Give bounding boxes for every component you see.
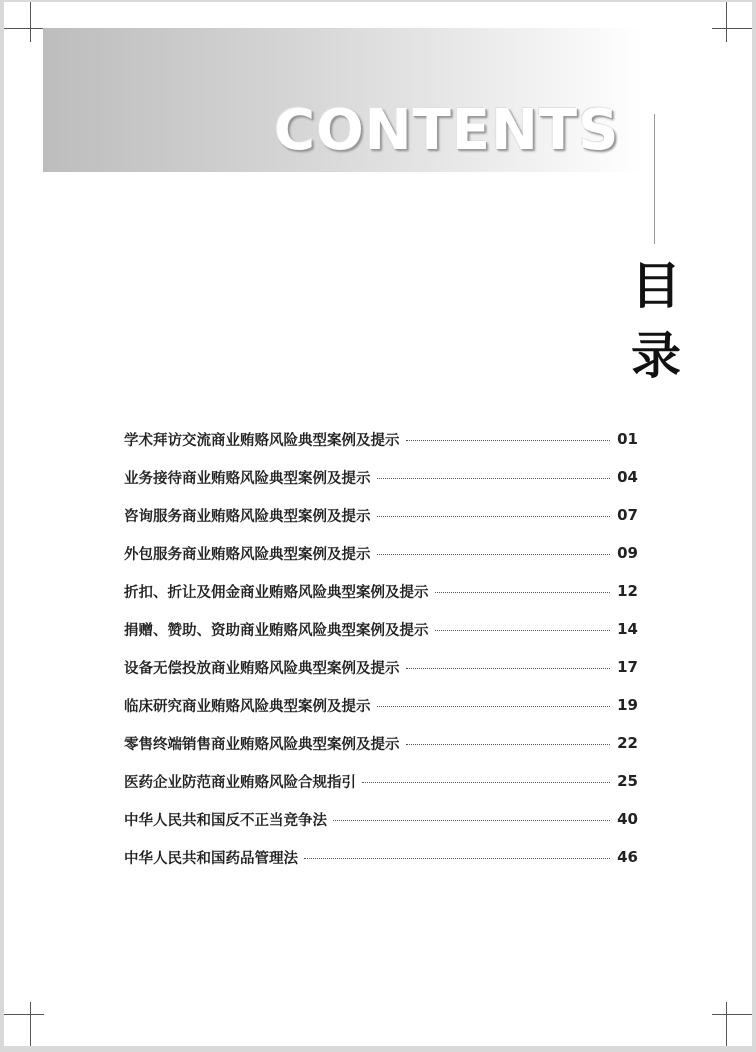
- toc-leader-dots: [377, 706, 611, 707]
- toc-entry[interactable]: [124, 610, 638, 648]
- toc-entry-title: 临床研究商业贿赂风险典型案例及提示: [124, 698, 371, 715]
- toc-entry-page: 07: [617, 506, 638, 524]
- toc-leader-dots: [377, 478, 611, 479]
- toc-entry-title: 设备无偿投放商业贿赂风险典型案例及提示: [124, 660, 400, 677]
- toc-leader-dots: [406, 440, 611, 441]
- toc-entry[interactable]: [124, 686, 638, 724]
- toc-leader-dots: [304, 858, 610, 859]
- toc-entry-title: 捐赠、赞助、资助商业贿赂风险典型案例及提示: [124, 622, 429, 639]
- toc-entry[interactable]: [124, 724, 638, 762]
- toc-entry-page: 09: [617, 544, 638, 562]
- toc-leader-dots: [406, 668, 611, 669]
- toc-entry-title: 折扣、折让及佣金商业贿赂风险典型案例及提示: [124, 584, 429, 601]
- toc-entry-page: 04: [617, 468, 638, 486]
- crop-mark: [4, 28, 44, 29]
- crop-mark: [726, 1002, 727, 1046]
- toc-leader-dots: [377, 516, 611, 517]
- crop-mark: [726, 2, 727, 42]
- toc-entry-title: 外包服务商业贿赂风险典型案例及提示: [124, 546, 371, 563]
- crop-mark: [4, 1014, 44, 1015]
- toc-entry-page: 14: [617, 620, 638, 638]
- toc-entry-page: 40: [617, 810, 638, 828]
- toc-entry-title: 医药企业防范商业贿赂风险合规指引: [124, 774, 356, 791]
- toc-leader-dots: [435, 630, 611, 631]
- toc-entry[interactable]: [124, 648, 638, 686]
- table-of-contents: [124, 420, 638, 876]
- toc-entry-page: 25: [617, 772, 638, 790]
- toc-entry[interactable]: [124, 534, 638, 572]
- toc-entry[interactable]: [124, 496, 638, 534]
- toc-entry-page: 01: [617, 430, 638, 448]
- toc-entry-title: 零售终端销售商业贿赂风险典型案例及提示: [124, 736, 400, 753]
- toc-entry-title: 咨询服务商业贿赂风险典型案例及提示: [124, 508, 371, 525]
- contents-heading: CONTENTS: [274, 98, 620, 163]
- toc-entry[interactable]: [124, 838, 638, 876]
- mulu-char-2: 录: [631, 327, 681, 385]
- crop-mark: [712, 1014, 752, 1015]
- toc-leader-dots: [377, 554, 611, 555]
- toc-entry-page: 12: [617, 582, 638, 600]
- toc-leader-dots: [362, 782, 610, 783]
- toc-leader-dots: [435, 592, 611, 593]
- toc-entry-title: 业务接待商业贿赂风险典型案例及提示: [124, 470, 371, 487]
- toc-entry[interactable]: [124, 800, 638, 838]
- toc-entry[interactable]: [124, 572, 638, 610]
- toc-entry-title: 学术拜访交流商业贿赂风险典型案例及提示: [124, 432, 400, 449]
- toc-entry-title: 中华人民共和国药品管理法: [124, 850, 298, 867]
- toc-entry-title: 中华人民共和国反不正当竞争法: [124, 812, 327, 829]
- toc-leader-dots: [333, 820, 610, 821]
- toc-entry[interactable]: [124, 420, 638, 458]
- document-page: [4, 2, 752, 1046]
- mulu-char-1: 目: [631, 257, 681, 315]
- toc-entry-page: 19: [617, 696, 638, 714]
- toc-entry-page: 17: [617, 658, 638, 676]
- toc-leader-dots: [406, 744, 611, 745]
- vertical-divider: [654, 114, 655, 244]
- toc-entry-page: 46: [617, 848, 638, 866]
- crop-mark: [712, 28, 752, 29]
- toc-entry[interactable]: [124, 458, 638, 496]
- toc-entry-page: 22: [617, 734, 638, 752]
- crop-mark: [30, 2, 31, 42]
- toc-entry[interactable]: [124, 762, 638, 800]
- crop-mark: [30, 1002, 31, 1046]
